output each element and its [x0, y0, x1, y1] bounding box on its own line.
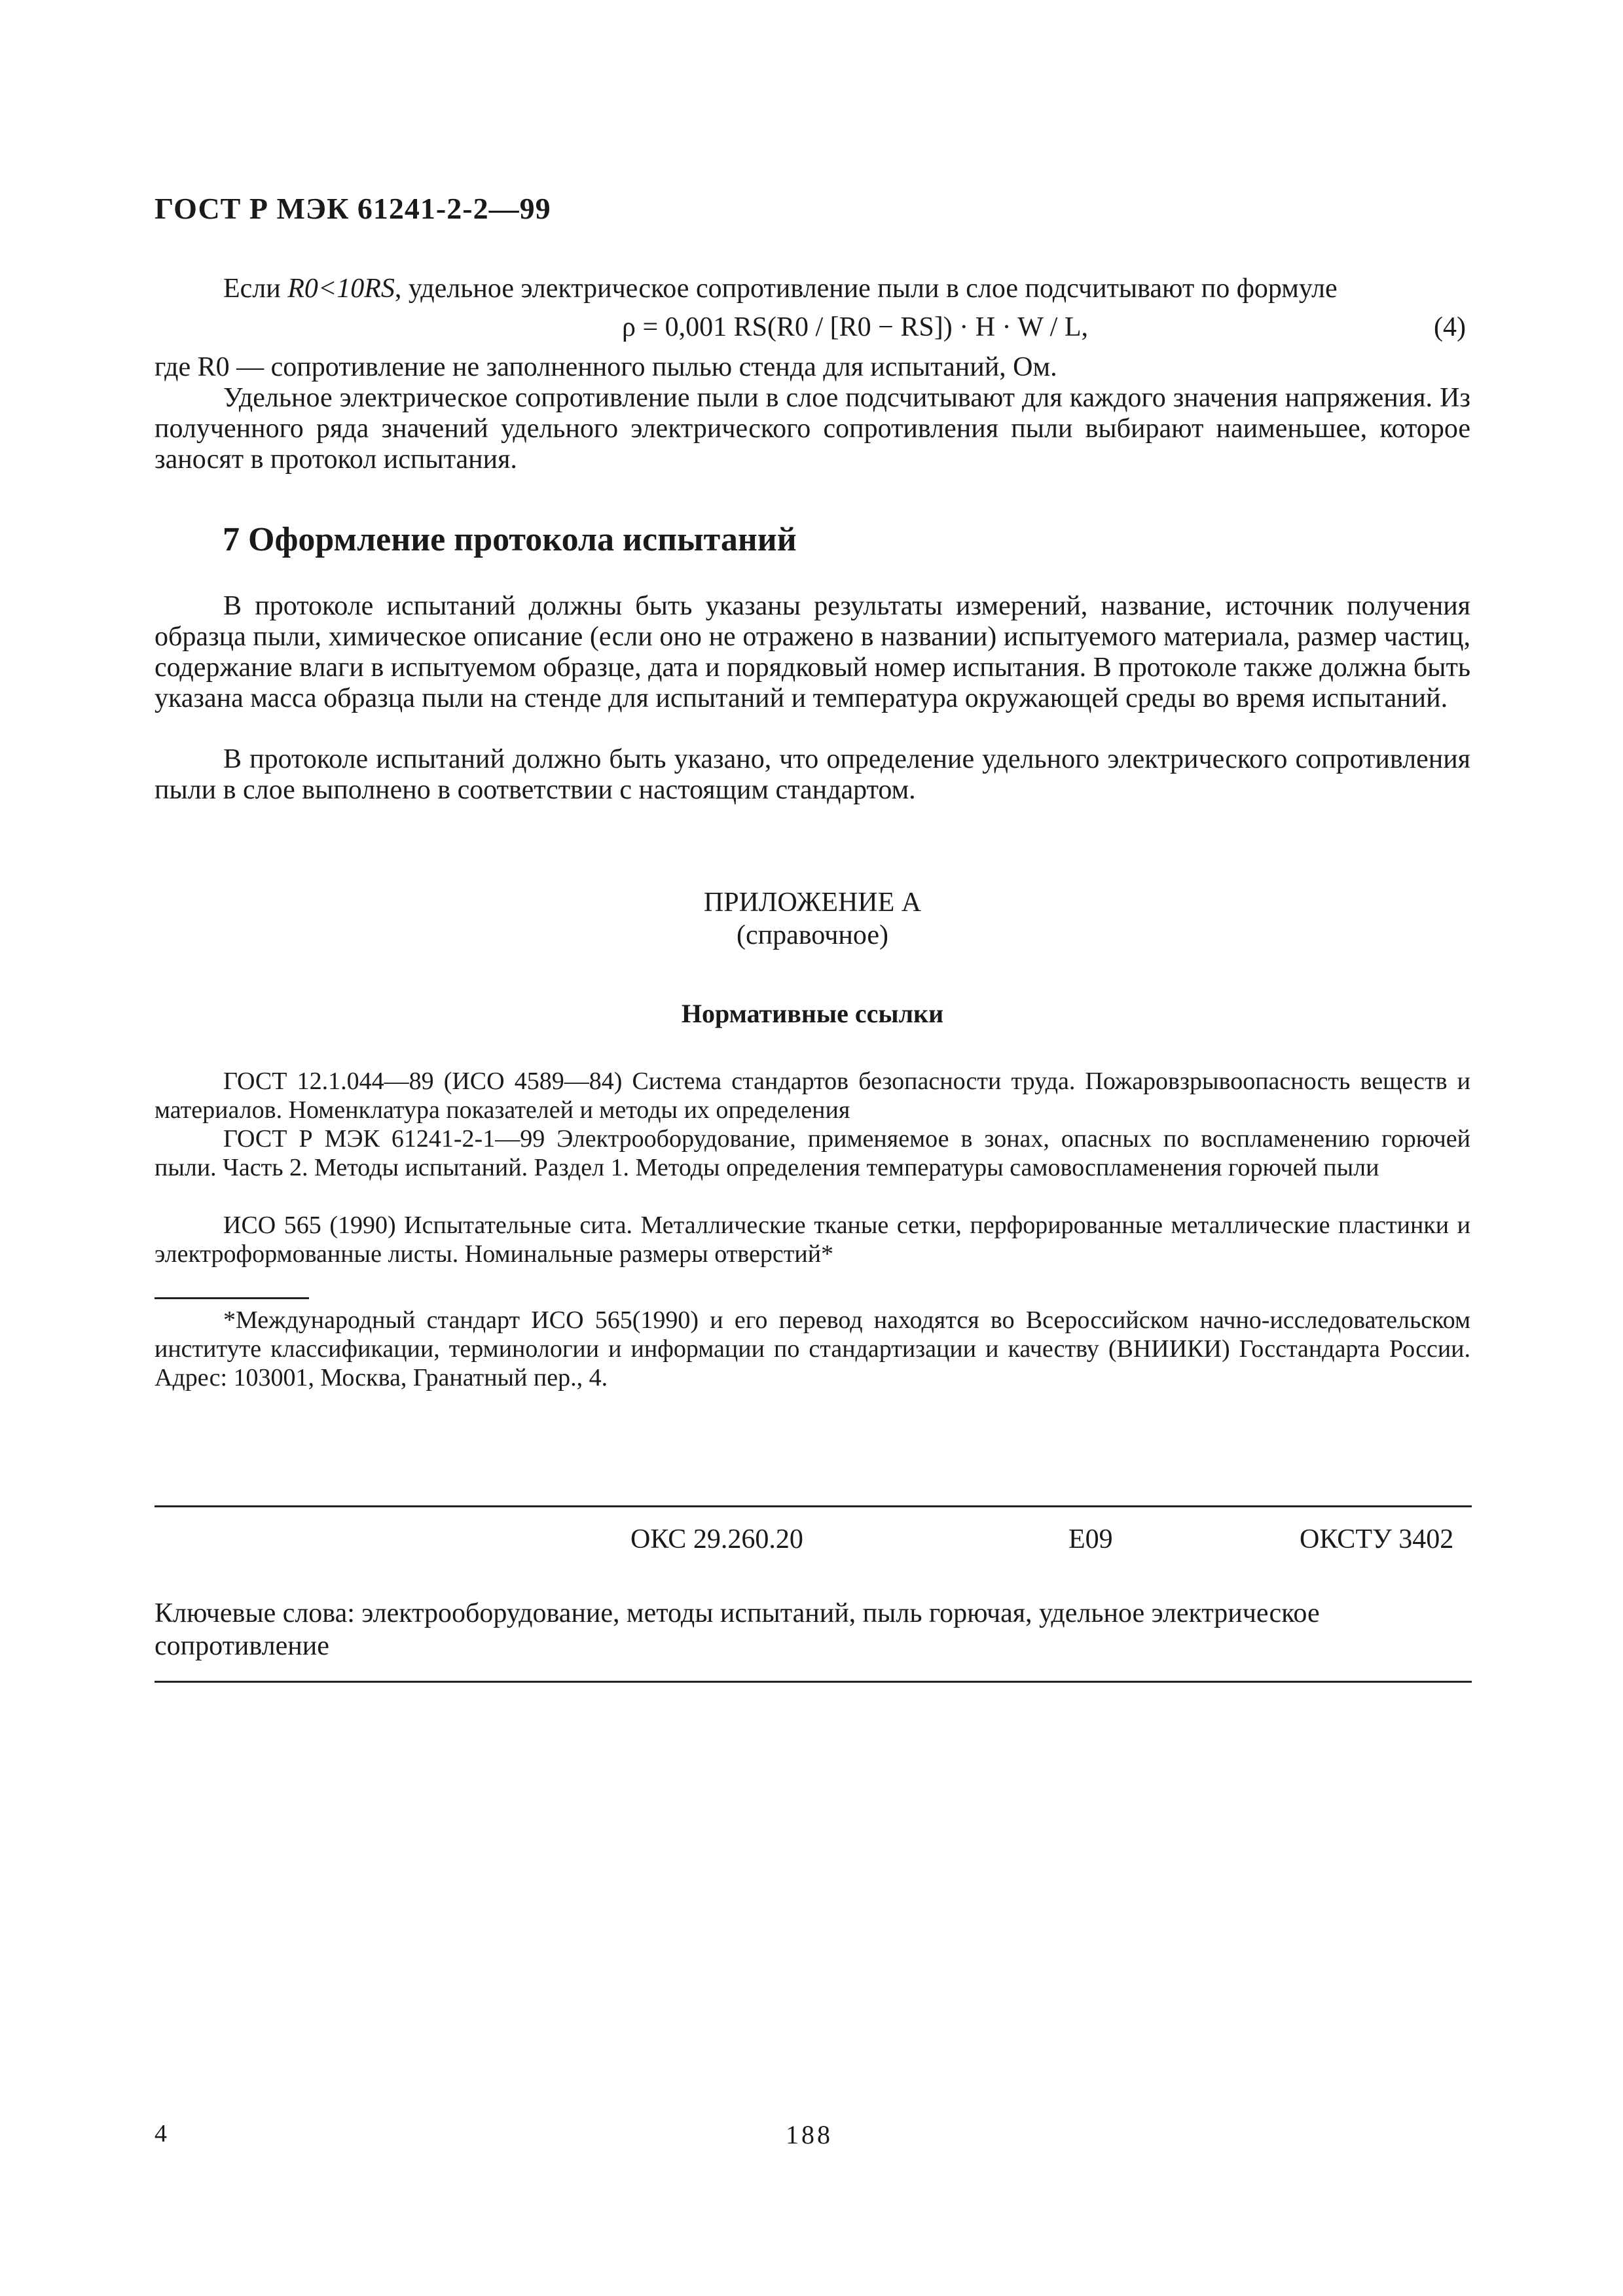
formula-number: (4): [1434, 312, 1466, 342]
page-number: 4: [155, 2120, 167, 2147]
formula-condition: R0<10RS: [287, 274, 395, 304]
section-7-paragraph-1: В протоколе испытаний должны быть указаны результаты измерений, название, источник получения образца пыли, химическое описание (если оно не отражено в названии) испытуемого материала, размер частиц, содержание влаги в испытуемом образце, дата и порядковый номер испытания. В протоколе также должна быть указана масса образца пыли на стенде для испытаний и температура окружающей среды во время испытаний.: [155, 591, 1470, 713]
section-7-heading: 7 Оформление протокола испытаний: [223, 521, 797, 558]
reference-item: ИСО 565 (1990) Испытательные сита. Металлические тканые сетки, перфорированные металлические пластинки и электроформованные листы. Номинальные размеры отверстий*: [155, 1211, 1470, 1268]
formula-intro-pre: Если: [223, 274, 288, 304]
reference-item: ГОСТ Р МЭК 61241-2-1—99 Электрооборудование, применяемое в зонах, опасных по воспламенению горючей пыли. Часть 2. Методы испытаний. Раздел 1. Методы определения температуры самовоспламенения горючей пыли: [155, 1125, 1470, 1181]
section-7-paragraph-2: В протоколе испытаний должно быть указано, что определение удельного электрического сопротивления пыли в слое выполнено в соответствии с настоящим стандартом.: [155, 744, 1470, 805]
formula-intro-post: , удельное электрическое сопротивление пыли в слое подсчитывают по формуле: [394, 274, 1338, 304]
reference-item: ГОСТ 12.1.044—89 (ИСО 4589—84) Система стандартов безопасности труда. Пожаровзрывоопасность веществ и материалов. Номенклатура показателей и методы их определения: [155, 1067, 1470, 1124]
formula-intro: [155, 274, 1470, 304]
appendix-title: ПРИЛОЖЕНИЕ А: [703, 888, 922, 918]
appendix-subtitle: (справочное): [737, 920, 888, 950]
sheet-number: 188: [786, 2120, 833, 2149]
oks-code: ОКС 29.260.20: [630, 1524, 803, 1554]
resistivity-paragraph: Удельное электрическое сопротивление пыли в слое подсчитывают для каждого значения напряжения. Из полученного ряда значений удельного электрического сопротивления пыли выбирают наименьшее, которое заносят в протокол испытания.: [155, 383, 1470, 475]
footnote-divider: [155, 1297, 309, 1299]
okstu-code: ОКСТУ 3402: [1300, 1524, 1454, 1554]
footnote: *Международный стандарт ИСО 565(1990) и его перевод находятся во Всероссийском начно-исследовательском институте классификации, терминологии и информации по стандартизации и качеству (ВНИИКИ) Госстандарта России. Адрес: 103001, Москва, Гранатный пер., 4.: [155, 1306, 1470, 1391]
formula-where: где R0 — сопротивление не заполненного пылью стенда для испытаний, Ом.: [155, 352, 1057, 382]
top-rule: [155, 1505, 1472, 1507]
appendix-heading: Нормативные ссылки: [681, 999, 944, 1028]
keywords: Ключевые слова: электрооборудование, методы испытаний, пыль горючая, удельное электрическое сопротивление: [155, 1598, 1320, 1661]
group-code: Е09: [1068, 1524, 1113, 1554]
document-id-header: ГОСТ Р МЭК 61241-2-2—99: [155, 192, 551, 225]
bottom-rule: [155, 1681, 1472, 1683]
formula: ρ = 0,001 RS(R0 / [R0 − RS]) · H · W / L,: [622, 312, 1088, 342]
